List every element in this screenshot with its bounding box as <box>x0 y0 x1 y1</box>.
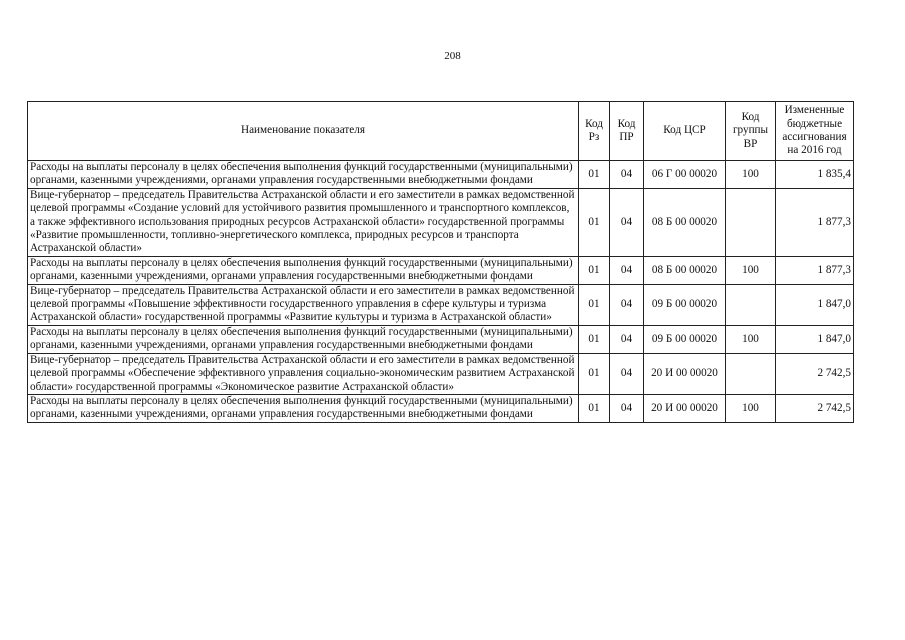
row-name: Расходы на выплаты персоналу в целях обеспечения выполнения функций государственными (муниципальными) органами, казенными учреждениями, органами управления государственными внебюджетными фондами <box>28 394 579 422</box>
row-name: Вице-губернатор – председатель Правительства Астраханской области и его заместители в рамках ведомственной целевой программы «Создание условий для устойчивого развития промышленного и транспортного комплексов, а также эффективного использования природных ресурсов Астраханской области» государственной программы «Развитие промышленности, топливно-энергетического комплекса, природных ресурсов и транспорта Астраханской области» <box>28 188 579 256</box>
row-pr: 04 <box>610 353 644 394</box>
table-row <box>28 256 854 284</box>
row-rz: 01 <box>579 256 610 284</box>
row-csr: 09 Б 00 00020 <box>644 284 726 325</box>
row-sum: 1 877,3 <box>776 188 854 256</box>
row-rz: 01 <box>579 161 610 189</box>
row-rz: 01 <box>579 284 610 325</box>
row-csr: 20 И 00 00020 <box>644 353 726 394</box>
row-vr: 100 <box>726 256 776 284</box>
header-sum: Измененные бюджетные ассигнования на 2016 год <box>776 102 854 161</box>
table-row <box>28 353 854 394</box>
row-sum: 2 742,5 <box>776 353 854 394</box>
row-sum: 1 877,3 <box>776 256 854 284</box>
row-sum: 2 742,5 <box>776 394 854 422</box>
table-row <box>28 284 854 325</box>
header-rz: Код Рз <box>579 102 610 161</box>
row-name: Вице-губернатор – председатель Правительства Астраханской области и его заместители в рамках ведомственной целевой программы «Обеспечение эффективного управления социально-экономическим развитием Астраханской области» государственной программы «Экономическое развитие Астраханской области» <box>28 353 579 394</box>
table-row <box>28 161 854 189</box>
row-csr: 09 Б 00 00020 <box>644 325 726 353</box>
row-rz: 01 <box>579 188 610 256</box>
row-name: Расходы на выплаты персоналу в целях обеспечения выполнения функций государственными (муниципальными) органами, казенными учреждениями, органами управления государственными внебюджетными фондами <box>28 161 579 189</box>
row-pr: 04 <box>610 161 644 189</box>
row-sum: 1 847,0 <box>776 325 854 353</box>
row-vr <box>726 353 776 394</box>
budget-table <box>27 101 854 423</box>
row-csr: 20 И 00 00020 <box>644 394 726 422</box>
row-csr: 08 Б 00 00020 <box>644 256 726 284</box>
row-pr: 04 <box>610 325 644 353</box>
row-csr: 06 Г 00 00020 <box>644 161 726 189</box>
header-pr: Код ПР <box>610 102 644 161</box>
row-sum: 1 847,0 <box>776 284 854 325</box>
row-name: Расходы на выплаты персоналу в целях обеспечения выполнения функций государственными (муниципальными) органами, казенными учреждениями, органами управления государственными внебюджетными фондами <box>28 256 579 284</box>
row-pr: 04 <box>610 394 644 422</box>
table-row <box>28 394 854 422</box>
row-vr: 100 <box>726 394 776 422</box>
page-number: 208 <box>444 50 461 62</box>
table-row <box>28 325 854 353</box>
header-csr: Код ЦСР <box>644 102 726 161</box>
table-row <box>28 188 854 256</box>
row-pr: 04 <box>610 256 644 284</box>
row-vr: 100 <box>726 161 776 189</box>
row-vr <box>726 188 776 256</box>
header-vr: Код группы ВР <box>726 102 776 161</box>
table-header-row <box>28 102 854 161</box>
row-name: Вице-губернатор – председатель Правительства Астраханской области и его заместители в рамках ведомственной целевой программы «Повышение эффективности государственного управления в сфере культуры и туризма Астраханской области» государственной программы «Развитие культуры и туризма в Астраханской области» <box>28 284 579 325</box>
row-vr: 100 <box>726 325 776 353</box>
row-pr: 04 <box>610 188 644 256</box>
row-pr: 04 <box>610 284 644 325</box>
header-name: Наименование показателя <box>28 102 579 161</box>
row-vr <box>726 284 776 325</box>
row-rz: 01 <box>579 325 610 353</box>
row-name: Расходы на выплаты персоналу в целях обеспечения выполнения функций государственными (муниципальными) органами, казенными учреждениями, органами управления государственными внебюджетными фондами <box>28 325 579 353</box>
row-rz: 01 <box>579 353 610 394</box>
row-sum: 1 835,4 <box>776 161 854 189</box>
row-csr: 08 Б 00 00020 <box>644 188 726 256</box>
row-rz: 01 <box>579 394 610 422</box>
